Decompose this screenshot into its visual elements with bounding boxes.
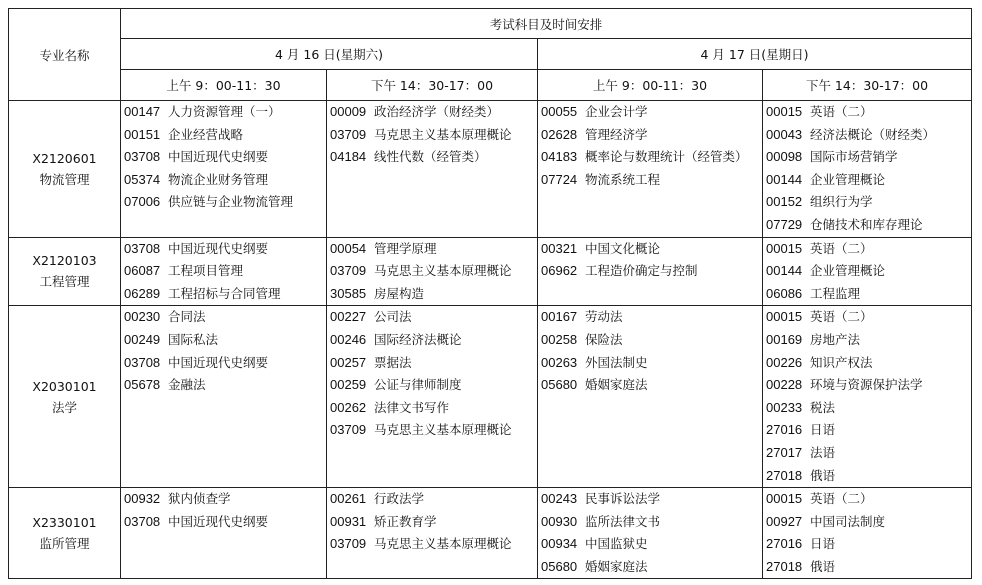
course-entry bbox=[763, 533, 971, 556]
course-entry bbox=[763, 101, 971, 124]
course-code: 03709 bbox=[330, 263, 367, 279]
course-code: 00927 bbox=[766, 513, 803, 529]
course-title: 中国文化概论 bbox=[585, 240, 661, 256]
course-code: 00321 bbox=[541, 240, 578, 256]
course-title: 企业会计学 bbox=[585, 104, 648, 119]
course-title: 英语（二） bbox=[810, 240, 873, 256]
course-title: 环境与资源保护法学 bbox=[810, 377, 923, 393]
course-entry bbox=[763, 329, 971, 352]
course-entry bbox=[327, 329, 537, 352]
course-code: 00147 bbox=[124, 104, 161, 119]
course-code: 00931 bbox=[330, 513, 367, 529]
course-title: 房地产法 bbox=[810, 331, 861, 347]
course-code: 00243 bbox=[541, 491, 578, 507]
course-code: 00144 bbox=[766, 263, 803, 279]
major-cell bbox=[9, 101, 121, 238]
course-code: 03708 bbox=[124, 354, 161, 370]
course-title: 国际市场营销学 bbox=[810, 149, 898, 165]
course-title: 经济法概论（财经类） bbox=[810, 126, 936, 142]
course-title: 俄语 bbox=[810, 558, 836, 574]
major-name: 物流管理 bbox=[39, 171, 90, 187]
course-title: 票据法 bbox=[374, 354, 412, 370]
major-cell bbox=[9, 237, 121, 306]
session-cell bbox=[327, 237, 538, 306]
course-title: 婚姻家庭法 bbox=[585, 558, 648, 574]
course-entry bbox=[327, 124, 537, 147]
course-entry bbox=[763, 214, 971, 237]
course-title: 工程监理 bbox=[810, 285, 861, 301]
course-code: 00262 bbox=[330, 399, 367, 415]
major-name: 监所管理 bbox=[39, 536, 90, 552]
course-code: 05374 bbox=[124, 171, 161, 187]
course-code: 27018 bbox=[766, 467, 803, 483]
course-title: 工程项目管理 bbox=[168, 263, 244, 279]
course-code: 07729 bbox=[766, 216, 803, 232]
major-code: X2120103 bbox=[32, 253, 97, 269]
major-name: 工程管理 bbox=[39, 274, 90, 290]
course-code: 00015 bbox=[766, 309, 803, 325]
course-title: 英语（二） bbox=[810, 104, 873, 119]
course-title: 中国近现代史纲要 bbox=[168, 513, 269, 529]
course-entry bbox=[763, 283, 971, 306]
header-row-sessions bbox=[9, 70, 972, 101]
session-cell bbox=[763, 488, 972, 579]
course-title: 组织行为学 bbox=[810, 194, 873, 210]
course-title: 法律文书写作 bbox=[374, 399, 450, 415]
course-entry bbox=[121, 511, 326, 534]
major-column-header: 专业名称 bbox=[9, 9, 121, 101]
course-code: 04184 bbox=[330, 149, 367, 165]
session-header-day2-pm: 下午 14：30-17：00 bbox=[763, 70, 972, 101]
course-title: 矫正教育学 bbox=[374, 513, 437, 529]
course-title: 马克思主义基本原理概论 bbox=[374, 263, 512, 279]
course-entry bbox=[121, 146, 326, 169]
course-code: 05680 bbox=[541, 377, 578, 393]
course-code: 00263 bbox=[541, 354, 578, 370]
course-entry bbox=[327, 374, 537, 397]
major-name: 法学 bbox=[51, 399, 77, 415]
course-title: 婚姻家庭法 bbox=[585, 377, 648, 393]
session-header-day1-pm: 下午 14：30-17：00 bbox=[327, 70, 538, 101]
session-cell bbox=[327, 306, 538, 488]
course-entry bbox=[538, 169, 762, 192]
course-code: 00226 bbox=[766, 354, 803, 370]
course-entry bbox=[763, 146, 971, 169]
course-entry bbox=[121, 283, 326, 306]
course-code: 05680 bbox=[541, 558, 578, 574]
session-cell bbox=[327, 101, 538, 238]
course-code: 03708 bbox=[124, 513, 161, 529]
course-code: 00144 bbox=[766, 171, 803, 187]
course-title: 英语（二） bbox=[810, 309, 873, 325]
course-code: 00043 bbox=[766, 126, 803, 142]
course-code: 00249 bbox=[124, 331, 161, 347]
course-title: 监所法律文书 bbox=[585, 513, 661, 529]
course-entry bbox=[538, 374, 762, 397]
session-cell bbox=[763, 237, 972, 306]
session-cell bbox=[121, 101, 327, 238]
course-code: 00015 bbox=[766, 240, 803, 256]
course-title: 仓储技术和库存理论 bbox=[810, 216, 923, 232]
course-code: 00169 bbox=[766, 331, 803, 347]
major-code: X2030101 bbox=[32, 378, 97, 394]
course-code: 03709 bbox=[330, 536, 367, 552]
course-title: 狱内侦查学 bbox=[168, 491, 231, 507]
course-code: 00227 bbox=[330, 309, 367, 325]
course-code: 00015 bbox=[766, 491, 803, 507]
course-title: 马克思主义基本原理概论 bbox=[374, 126, 512, 142]
course-code: 06962 bbox=[541, 263, 578, 279]
course-entry bbox=[763, 397, 971, 420]
session-cell bbox=[763, 306, 972, 488]
session-cell bbox=[538, 237, 763, 306]
course-code: 07006 bbox=[124, 194, 161, 210]
course-title: 马克思主义基本原理概论 bbox=[374, 536, 512, 552]
course-entry bbox=[327, 238, 537, 261]
course-entry bbox=[763, 442, 971, 465]
major-cell bbox=[9, 488, 121, 579]
course-title: 企业管理概论 bbox=[810, 263, 886, 279]
course-entry bbox=[327, 511, 537, 534]
course-title: 金融法 bbox=[168, 377, 206, 393]
course-entry bbox=[121, 260, 326, 283]
course-code: 04183 bbox=[541, 149, 578, 165]
course-title: 中国近现代史纲要 bbox=[168, 240, 269, 256]
course-code: 03709 bbox=[330, 422, 367, 438]
course-entry bbox=[327, 352, 537, 375]
course-code: 06289 bbox=[124, 285, 161, 301]
course-code: 03708 bbox=[124, 149, 161, 165]
course-entry bbox=[327, 146, 537, 169]
course-code: 02628 bbox=[541, 126, 578, 142]
course-code: 00009 bbox=[330, 104, 367, 119]
course-code: 27018 bbox=[766, 558, 803, 574]
course-entry bbox=[327, 397, 537, 420]
course-code: 30585 bbox=[330, 285, 367, 301]
course-entry bbox=[538, 329, 762, 352]
course-code: 00934 bbox=[541, 536, 578, 552]
header-row-title bbox=[9, 9, 972, 39]
course-title: 供应链与企业物流管理 bbox=[168, 194, 294, 210]
course-title: 中国司法制度 bbox=[810, 513, 886, 529]
course-entry bbox=[538, 533, 762, 556]
course-entry bbox=[327, 260, 537, 283]
session-cell bbox=[327, 488, 538, 579]
session-cell bbox=[121, 237, 327, 306]
course-entry bbox=[763, 352, 971, 375]
course-entry bbox=[327, 306, 537, 329]
course-title: 公证与律师制度 bbox=[374, 377, 462, 393]
header-row-days bbox=[9, 39, 972, 70]
course-entry bbox=[121, 124, 326, 147]
course-title: 合同法 bbox=[168, 309, 206, 325]
major-row bbox=[9, 488, 972, 579]
course-entry bbox=[121, 488, 326, 511]
course-code: 00151 bbox=[124, 126, 161, 142]
course-entry bbox=[121, 329, 326, 352]
course-code: 27016 bbox=[766, 422, 803, 438]
course-entry bbox=[327, 283, 537, 306]
course-title: 管理学原理 bbox=[374, 240, 437, 256]
course-code: 03708 bbox=[124, 240, 161, 256]
course-title: 外国法制史 bbox=[585, 354, 648, 370]
course-title: 物流企业财务管理 bbox=[168, 171, 269, 187]
course-code: 27017 bbox=[766, 444, 803, 460]
course-entry bbox=[763, 124, 971, 147]
course-title: 俄语 bbox=[810, 467, 836, 483]
course-entry bbox=[121, 101, 326, 124]
course-code: 27016 bbox=[766, 536, 803, 552]
course-code: 00054 bbox=[330, 240, 367, 256]
course-entry bbox=[538, 238, 762, 261]
course-code: 03709 bbox=[330, 126, 367, 142]
course-entry bbox=[538, 511, 762, 534]
course-code: 00930 bbox=[541, 513, 578, 529]
course-code: 07724 bbox=[541, 171, 578, 187]
course-entry bbox=[763, 465, 971, 488]
course-entry bbox=[763, 488, 971, 511]
course-entry bbox=[763, 511, 971, 534]
session-header-day1-am: 上午 9：00-11：30 bbox=[121, 70, 327, 101]
course-title: 工程招标与合同管理 bbox=[168, 285, 281, 301]
course-title: 日语 bbox=[810, 422, 836, 438]
course-entry bbox=[327, 101, 537, 124]
course-entry bbox=[763, 374, 971, 397]
course-entry bbox=[121, 374, 326, 397]
course-entry bbox=[538, 488, 762, 511]
day-header-1: 4 月 16 日(星期六) bbox=[121, 39, 538, 70]
course-title: 英语（二） bbox=[810, 491, 873, 507]
course-entry bbox=[763, 260, 971, 283]
course-title: 民事诉讼法学 bbox=[585, 491, 661, 507]
course-entry bbox=[538, 352, 762, 375]
course-title: 企业经营战略 bbox=[168, 126, 244, 142]
course-title: 房屋构造 bbox=[374, 285, 425, 301]
course-entry bbox=[538, 260, 762, 283]
course-entry bbox=[763, 238, 971, 261]
major-cell bbox=[9, 306, 121, 488]
course-title: 国际私法 bbox=[168, 331, 219, 347]
course-entry bbox=[327, 533, 537, 556]
session-cell bbox=[121, 306, 327, 488]
course-entry bbox=[763, 169, 971, 192]
session-cell bbox=[763, 101, 972, 238]
day-header-2: 4 月 17 日(星期日) bbox=[538, 39, 972, 70]
course-title: 企业管理概论 bbox=[810, 171, 886, 187]
session-cell bbox=[538, 101, 763, 238]
course-entry bbox=[538, 146, 762, 169]
course-title: 日语 bbox=[810, 536, 836, 552]
course-entry bbox=[121, 352, 326, 375]
course-entry bbox=[538, 556, 762, 579]
course-code: 00261 bbox=[330, 491, 367, 507]
course-code: 00230 bbox=[124, 309, 161, 325]
subjects-header: 考试科目及时间安排 bbox=[121, 9, 972, 39]
course-title: 线性代数（经管类） bbox=[374, 149, 487, 165]
course-entry bbox=[327, 419, 537, 442]
course-entry bbox=[121, 169, 326, 192]
course-title: 中国近现代史纲要 bbox=[168, 354, 269, 370]
course-title: 法语 bbox=[810, 444, 836, 460]
course-code: 00258 bbox=[541, 331, 578, 347]
course-entry bbox=[538, 124, 762, 147]
course-title: 知识产权法 bbox=[810, 354, 873, 370]
major-code: X2120601 bbox=[32, 150, 97, 166]
course-code: 00246 bbox=[330, 331, 367, 347]
course-entry bbox=[327, 488, 537, 511]
course-entry bbox=[538, 306, 762, 329]
major-row bbox=[9, 306, 972, 488]
session-cell bbox=[538, 306, 763, 488]
course-title: 国际经济法概论 bbox=[374, 331, 462, 347]
course-entry bbox=[763, 419, 971, 442]
course-title: 保险法 bbox=[585, 331, 623, 347]
major-row bbox=[9, 237, 972, 306]
course-code: 00233 bbox=[766, 399, 803, 415]
course-code: 06087 bbox=[124, 263, 161, 279]
course-title: 人力资源管理（一） bbox=[168, 104, 281, 119]
course-entry bbox=[763, 556, 971, 579]
course-code: 00228 bbox=[766, 377, 803, 393]
course-title: 管理经济学 bbox=[585, 126, 648, 142]
major-row bbox=[9, 101, 972, 238]
course-code: 00259 bbox=[330, 377, 367, 393]
course-entry bbox=[538, 101, 762, 124]
course-code: 00167 bbox=[541, 309, 578, 325]
course-entry bbox=[121, 238, 326, 261]
exam-schedule-table bbox=[8, 8, 972, 579]
course-title: 劳动法 bbox=[585, 309, 623, 325]
course-entry bbox=[763, 191, 971, 214]
course-title: 中国近现代史纲要 bbox=[168, 149, 269, 165]
course-code: 00055 bbox=[541, 104, 578, 119]
major-code: X2330101 bbox=[32, 515, 97, 531]
course-title: 中国监狱史 bbox=[585, 536, 648, 552]
course-title: 工程造价确定与控制 bbox=[585, 263, 698, 279]
course-title: 政治经济学（财经类） bbox=[374, 104, 500, 119]
session-header-day2-am: 上午 9：00-11：30 bbox=[538, 70, 763, 101]
course-title: 行政法学 bbox=[374, 491, 425, 507]
course-title: 公司法 bbox=[374, 309, 412, 325]
schedule-body bbox=[9, 101, 972, 579]
session-cell bbox=[121, 488, 327, 579]
course-title: 税法 bbox=[810, 399, 836, 415]
course-code: 06086 bbox=[766, 285, 803, 301]
course-code: 00257 bbox=[330, 354, 367, 370]
course-code: 00015 bbox=[766, 104, 803, 119]
course-code: 00098 bbox=[766, 149, 803, 165]
course-code: 00152 bbox=[766, 194, 803, 210]
session-cell bbox=[538, 488, 763, 579]
course-entry bbox=[121, 306, 326, 329]
course-code: 05678 bbox=[124, 377, 161, 393]
course-title: 马克思主义基本原理概论 bbox=[374, 422, 512, 438]
course-title: 概率论与数理统计（经管类） bbox=[585, 149, 748, 165]
course-title: 物流系统工程 bbox=[585, 171, 661, 187]
course-code: 00932 bbox=[124, 491, 161, 507]
course-entry bbox=[763, 306, 971, 329]
course-entry bbox=[121, 191, 326, 214]
